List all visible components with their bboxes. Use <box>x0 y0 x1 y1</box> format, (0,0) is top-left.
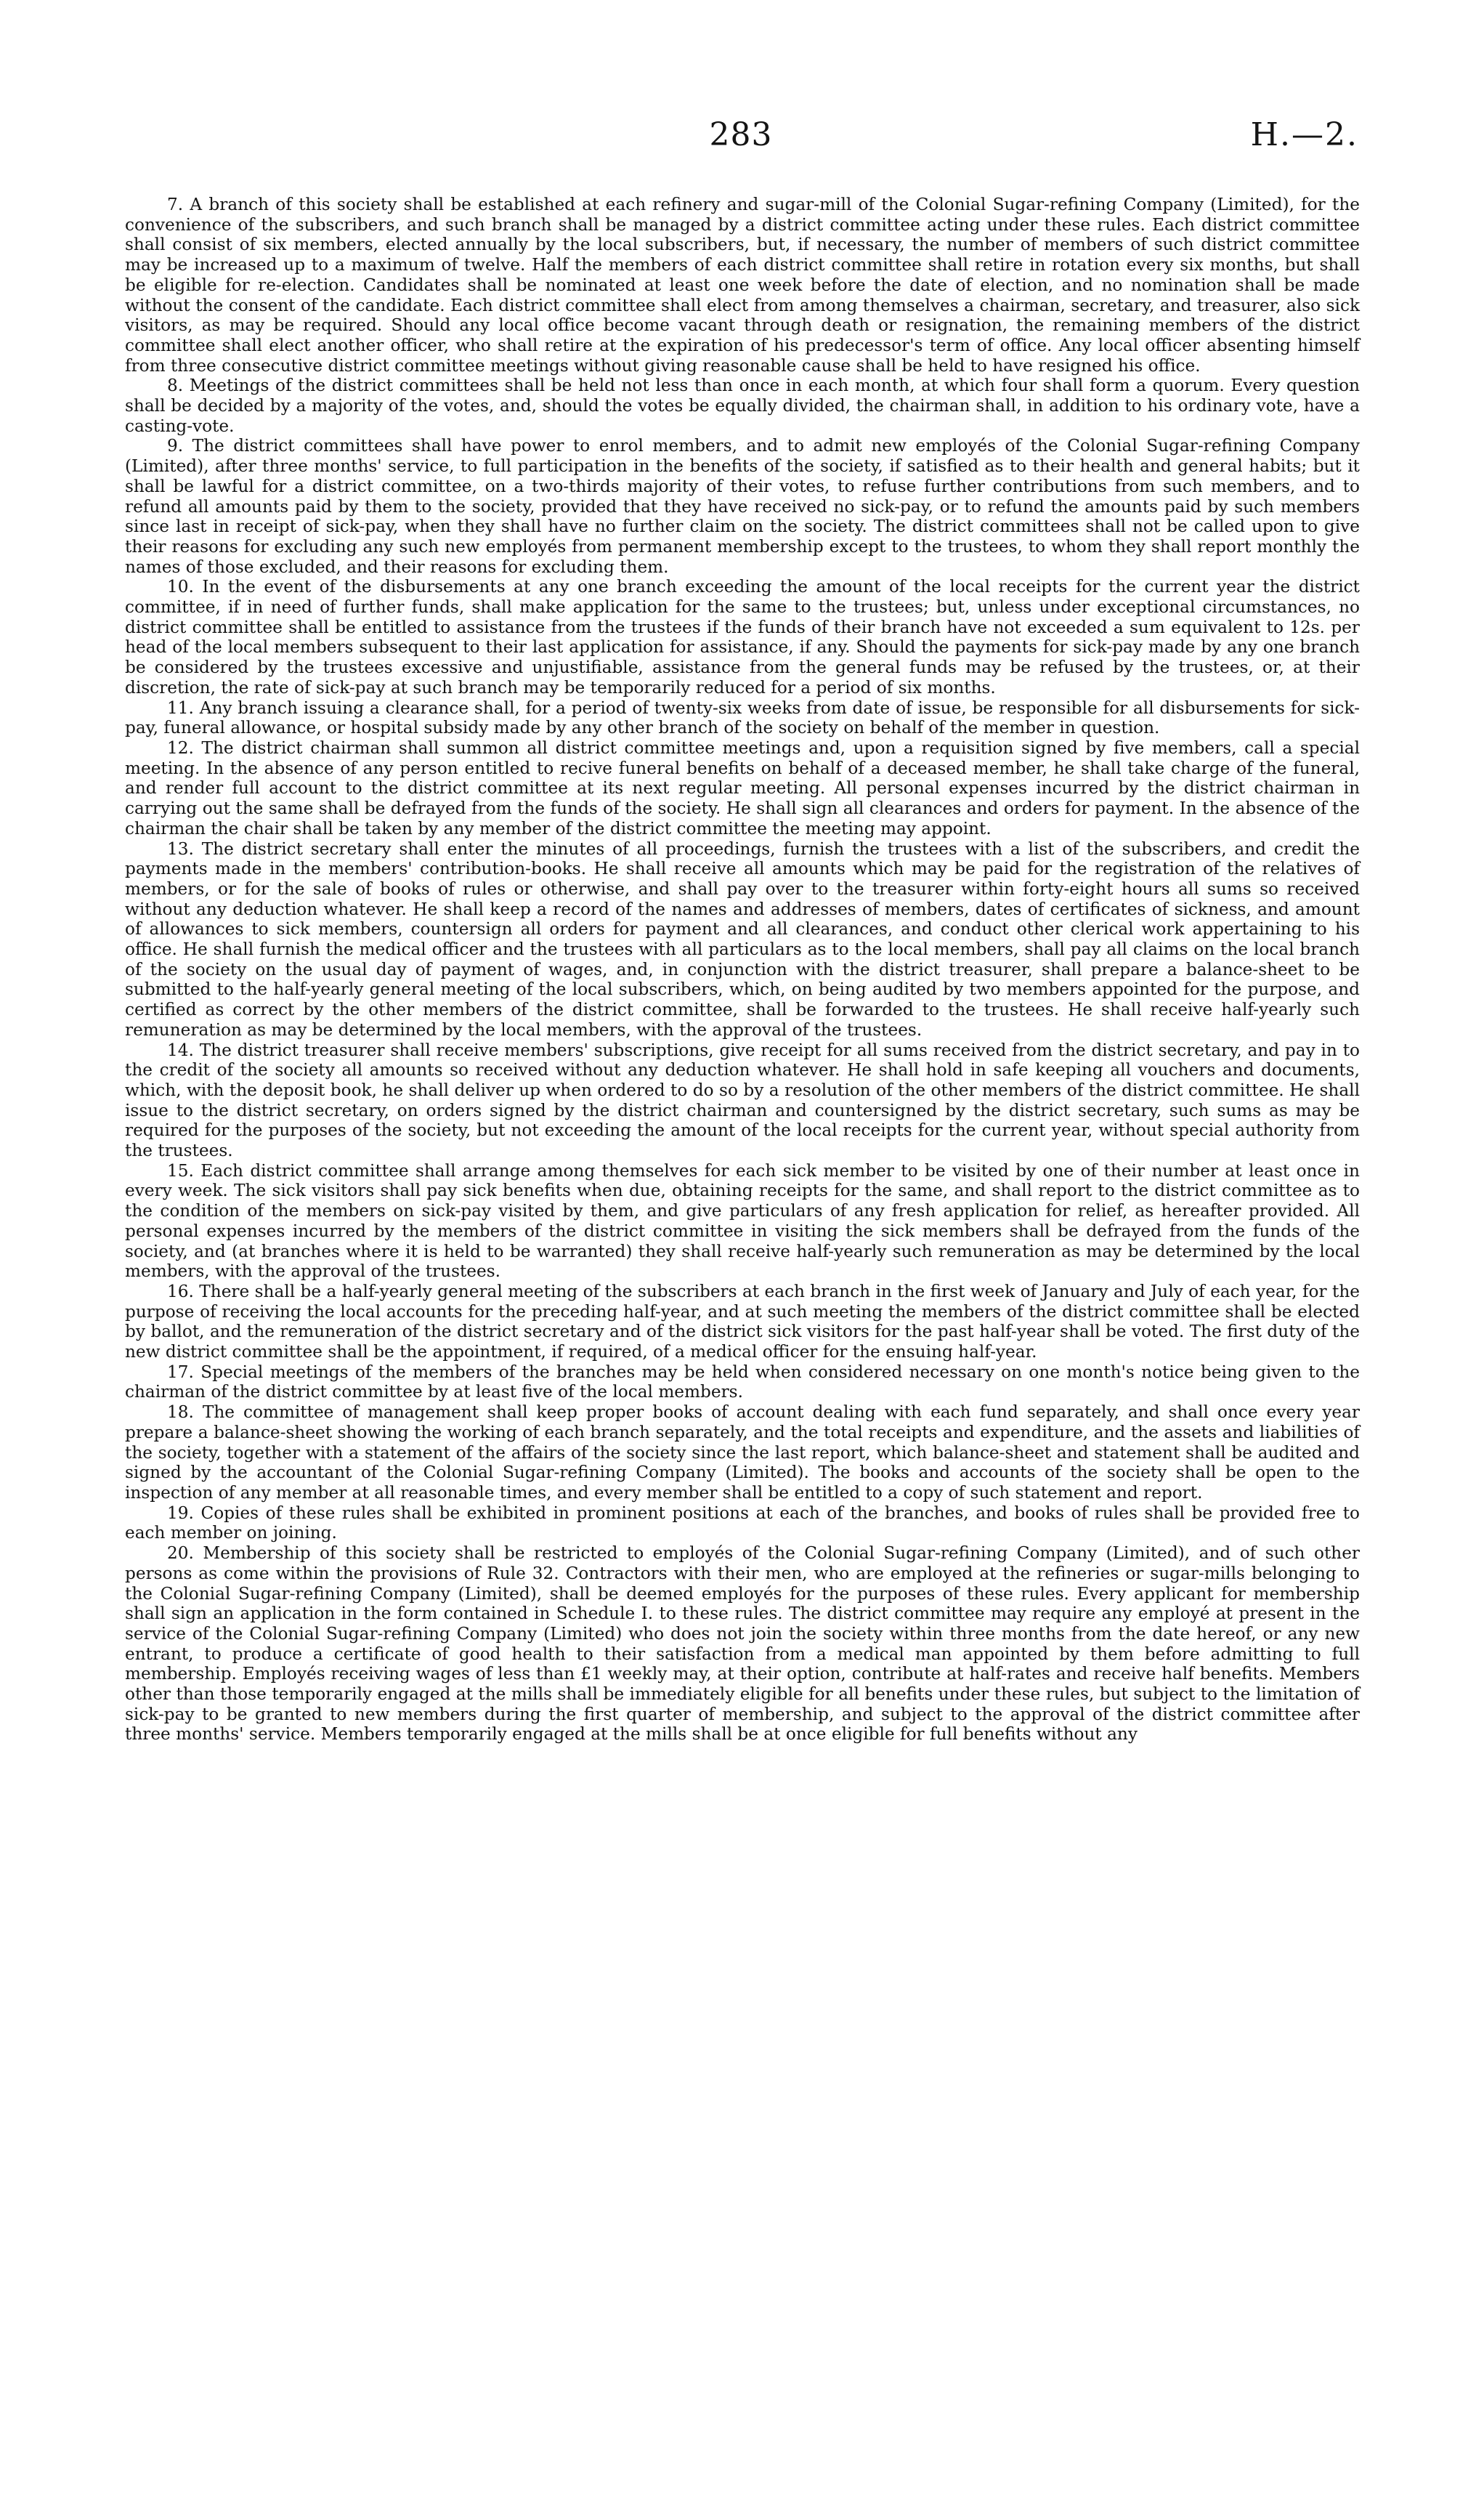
paragraph-rule-7: 7. A branch of this society shall be established at each refinery and sugar-mill of the Colonial Sugar-refining Company (Limited), for the convenience of the subscribers, and such branch shall be managed by a district committee acting under these rules. Each district committee shall consist of six members, elected annually by the local subscribers, but, if necessary, the number of members of such district committee may be increased up to a maximum of twelve. Half the members of each district committee shall retire in rotation every six months, but shall be eligible for re-election. Candidates shall be nominated at least one week before the date of election, and no nomination shall be made without the consent of the candidate. Each district committee shall elect from among themselves a chairman, secretary, and treasurer, also sick visitors, as may be required. Should any local office become vacant through death or resignation, the remaining members of the district committee shall elect another officer, who shall retire at the expiration of his predecessor's term of office. Any local officer absenting himself from three consecutive district committee meetings without giving reasonable cause shall be held to have resigned his office. <box>125 195 1360 376</box>
paragraph-rule-8: 8. Meetings of the district committees shall be held not less than once in each month, at which four shall form a quorum. Every question shall be decided by a majority of the votes, and, should the votes be equally divided, the chairman shall, in addition to his ordinary vote, have a casting-vote. <box>125 376 1360 436</box>
page-number: 283 <box>709 116 773 153</box>
body-text <box>125 195 1360 1745</box>
paragraph-rule-15: 15. Each district committee shall arrange among themselves for each sick member to be visited by one of their number at least once in every week. The sick visitors shall pay sick benefits when due, obtaining receipts for the same, and shall report to the district committee as to the condition of the members on sick-pay visited by them, and give particulars of any fresh application for relief, as hereafter provided. All personal expenses incurred by the members of the district committee in visiting the sick members shall be defrayed from the funds of the society, and (at branches where it is held to be warranted) they shall receive half-yearly such remuneration as may be determined by the local members, with the approval of the trustees. <box>125 1160 1360 1282</box>
document-reference: H.—2. <box>1250 116 1358 153</box>
paragraph-rule-12: 12. The district chairman shall summon all district committee meetings and, upon a requisition signed by five members, call a special meeting. In the absence of any person entitled to recive funeral benefits on behalf of a deceased member, he shall take charge of the funeral, and render full account to the district committee at its next regular meeting. All personal expenses incurred by the district chairman in carrying out the same shall be defrayed from the funds of the society. He shall sign all clearances and orders for payment. In the absence of the chairman the chair shall be taken by any member of the district committee the meeting may appoint. <box>125 737 1360 838</box>
paragraph-rule-13: 13. The district secretary shall enter the minutes of all proceedings, furnish the trustees with a list of the subscribers, and credit the payments made in the members' contribution-books. He shall receive all amounts which may be paid for the registration of the relatives of members, or for the sale of books of rules or otherwise, and shall pay over to the treasurer within forty-eight hours all sums so received without any deduction whatever. He shall keep a record of the names and addresses of members, dates of certificates of sickness, and amount of allowances to sick members, countersign all orders for payment and all clearances, and conduct other clerical work appertaining to his office. He shall furnish the medical officer and the trustees with all particulars as to the local members, shall pay all claims on the local branch of the society on the usual day of payment of wages, and, in conjunction with the district treasurer, shall prepare a balance-sheet to be submitted to the half-yearly general meeting of the local subscribers, which, on being audited by two members appointed for the purpose, and certified as correct by the other members of the district committee, shall be forwarded to the trustees. He shall receive half-yearly such remuneration as may be determined by the local members, with the approval of the trustees. <box>125 838 1360 1040</box>
paragraph-rule-18: 18. The committee of management shall keep proper books of account dealing with each fund separately, and shall once every year prepare a balance-sheet showing the working of each branch separately, and the total receipts and expenditure, and the assets and liabilities of the society, together with a statement of the affairs of the society since the last report, which balance-sheet and statement shall be audited and signed by the accountant of the Colonial Sugar-refining Company (Limited). The books and accounts of the society shall be open to the inspection of any member at all reasonable times, and every member shall be entitled to a copy of such statement and report. <box>125 1402 1360 1503</box>
paragraph-rule-19: 19. Copies of these rules shall be exhibited in prominent positions at each of the branches, and books of rules shall be provided free to each member on joining. <box>125 1503 1360 1543</box>
paragraph-rule-16: 16. There shall be a half-yearly general meeting of the subscribers at each branch in the first week of January and July of each year, for the purpose of receiving the local accounts for the preceding half-year, and at such meeting the members of the district committee shall be elected by ballot, and the remuneration of the district secretary and of the district sick visitors for the past half-year shall be voted. The first duty of the new district committee shall be the appointment, if required, of a medical officer for the ensuing half-year. <box>125 1281 1360 1362</box>
paragraph-rule-10: 10. In the event of the disbursements at any one branch exceeding the amount of the local receipts for the current year the district committee, if in need of further funds, shall make application for the same to the trustees; but, unless under exceptional circumstances, no district committee shall be entitled to assistance from the trustees if the funds of their branch have not exceeded a sum equivalent to 12s. per head of the local members subsequent to their last application for assistance, if any. Should the payments for sick-pay made by any one branch be considered by the trustees excessive and unjustifiable, assistance from the general funds may be refused by the trustees, or, at their discretion, the rate of sick-pay at such branch may be temporarily reduced for a period of six months. <box>125 577 1360 698</box>
paragraph-rule-20: 20. Membership of this society shall be restricted to employés of the Colonial Sugar-refining Company (Limited), and of such other persons as come within the provisions of Rule 32. Contractors with their men, who are employed at the refineries or sugar-mills belonging to the Colonial Sugar-refining Company (Limited), shall be deemed employés for the purposes of these rules. Every applicant for membership shall sign an application in the form contained in Schedule I. to these rules. The district committee may require any employé at present in the service of the Colonial Sugar-refining Company (Limited) who does not join the society within three months from the date hereof, or any new entrant, to produce a certificate of good health to their satisfaction from a medical man appointed by them before admitting to full membership. Employés receiving wages of less than £1 weekly may, at their option, contribute at half-rates and receive half benefits. Members other than those temporarily engaged at the mills shall be immediately eligible for all benefits under these rules, but subject to the limitation of sick-pay to be granted to new members during the first quarter of membership, and subject to the approval of the district committee after three months' service. Members temporarily engaged at the mills shall be at once eligible for full benefits without any <box>125 1543 1360 1745</box>
page-header <box>123 109 1358 160</box>
paragraph-rule-17: 17. Special meetings of the members of the branches may be held when considered necessary on one month's notice being given to the chairman of the district committee by at least five of the local members. <box>125 1362 1360 1402</box>
paragraph-rule-11: 11. Any branch issuing a clearance shall, for a period of twenty-six weeks from date of issue, be responsible for all disbursements for sick-pay, funeral allowance, or hospital subsidy made by any other branch of the society on behalf of the member in question. <box>125 698 1360 738</box>
paragraph-rule-9: 9. The district committees shall have power to enrol members, and to admit new employés of the Colonial Sugar-refining Company (Limited), after three months' service, to full participation in the benefits of the society, if satisfied as to their health and general habits; but it shall be lawful for a district committee, on a two-thirds majority of their votes, to refuse further contributions from such members, and to refund all amounts paid by them to the society, provided that they have received no sick-pay, or to refund the amounts paid by such members since last in receipt of sick-pay, when they shall have no further claim on the society. The district committees shall not be called upon to give their reasons for excluding any such new employés from permanent membership except to the trustees, to whom they shall report monthly the names of those excluded, and their reasons for excluding them. <box>125 436 1360 577</box>
paragraph-rule-14: 14. The district treasurer shall receive members' subscriptions, give receipt for all sums received from the district secretary, and pay in to the credit of the society all amounts so received without any deduction whatever. He shall hold in safe keeping all vouchers and documents, which, with the deposit book, he shall deliver up when ordered to do so by a resolution of the other members of the district committee. He shall issue to the district secretary, on orders signed by the district chairman and countersigned by the district secretary, such sums as may be required for the purposes of the society, but not exceeding the amount of the local receipts for the current year, without special authority from the trustees. <box>125 1040 1360 1161</box>
